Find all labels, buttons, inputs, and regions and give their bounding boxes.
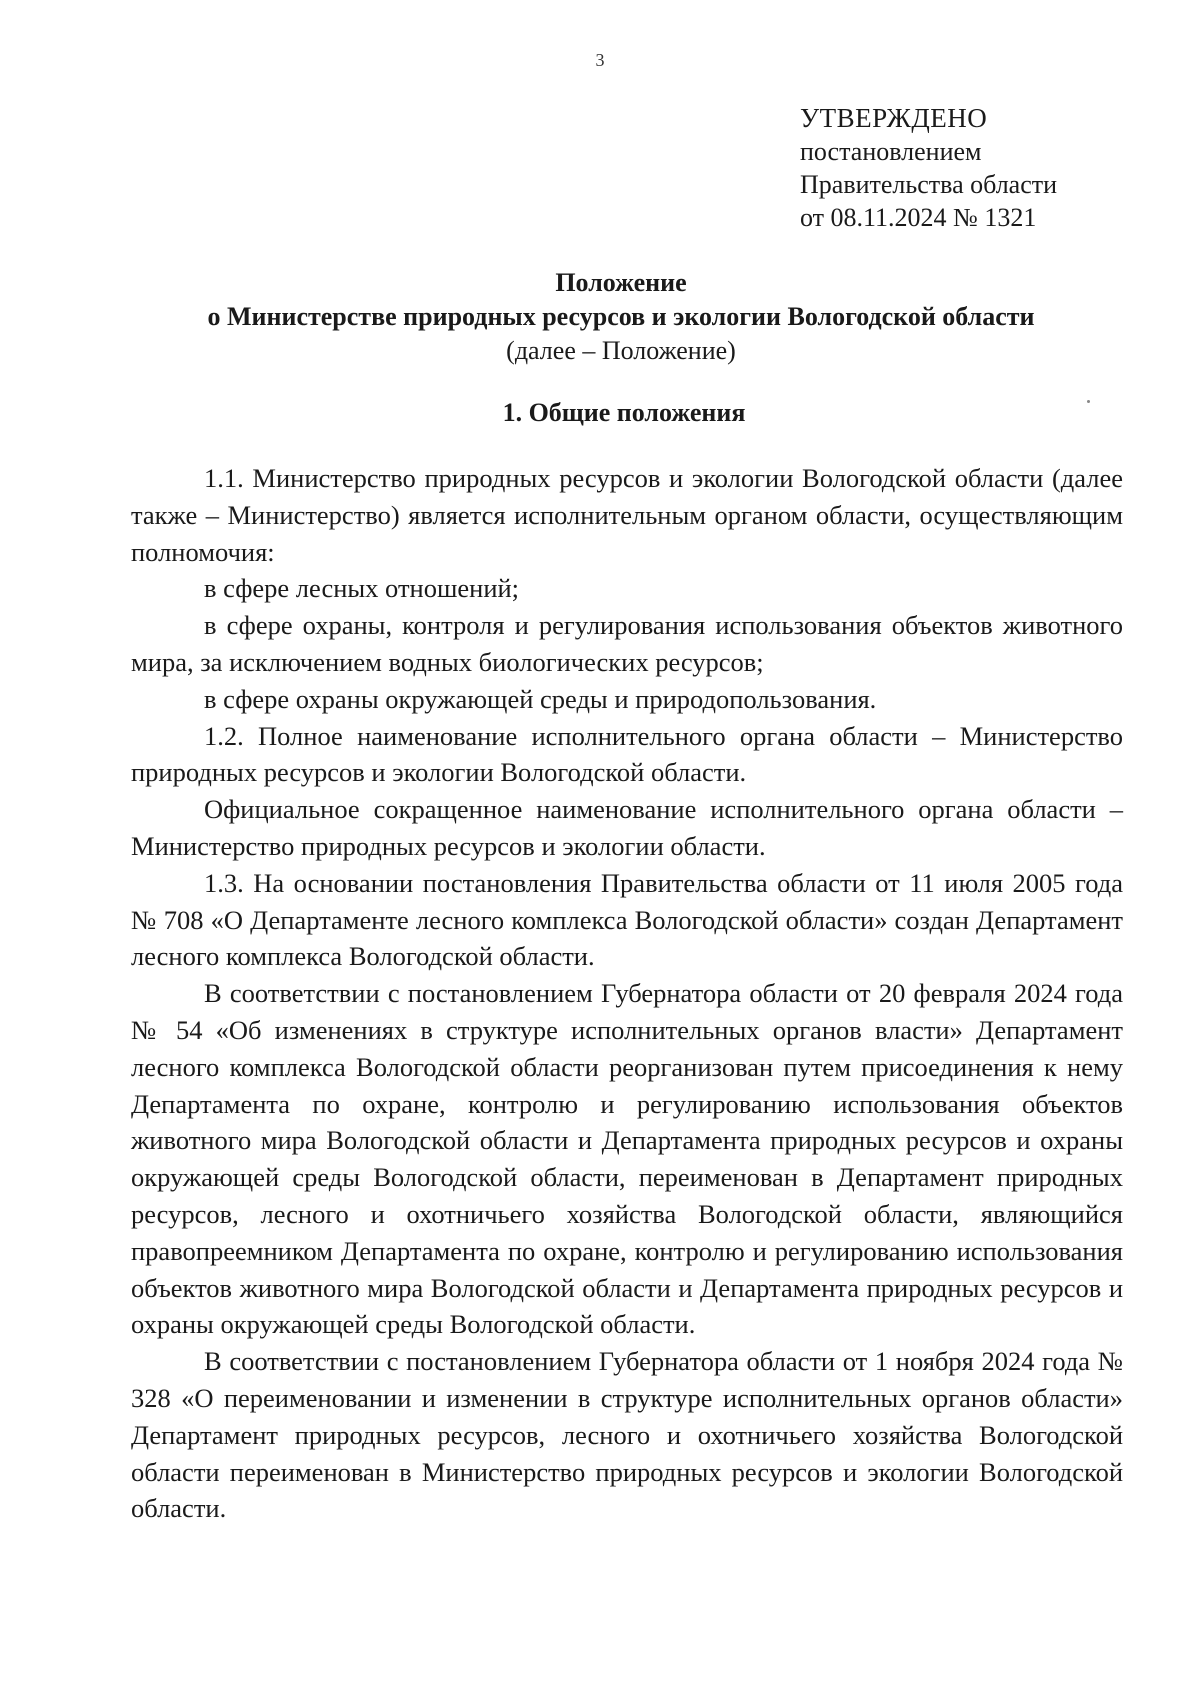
document-title bbox=[0, 266, 1200, 368]
paragraph-1-1: 1.1. Министерство природных ресурсов и экологии Вологодской области (далее также – Министерство) является исполнительным органом области, осуществляющим полномочия: bbox=[131, 463, 1123, 567]
paragraph-renaming-2024-11: В соответствии с постановлением Губернатора области от 1 ноября 2024 года № 328 «О переименовании и изменении в структуре исполнительных органов области» Департамент природных ресурсов, лесного и охотничьего хозяйства Вологодской области переименован в Министерство природных ресурсов и экологии Вологодской области. bbox=[131, 1346, 1123, 1524]
paragraph-1-2: 1.2. Полное наименование исполнительного органа области – Министерство природных ресурсов и экологии Вологодской области. bbox=[131, 720, 1123, 788]
title-line-1: Положение bbox=[555, 268, 687, 297]
paragraph-environment: в сфере охраны окружающей среды и природопользования. bbox=[204, 683, 877, 714]
paragraph-short-name: Официальное сокращенное наименование исполнительного органа области – Министерство природных ресурсов и экологии области. bbox=[131, 794, 1123, 861]
title-line-3: (далее – Положение) bbox=[506, 336, 736, 365]
paragraph-reorganization-2024-02: В соответствии с постановлением Губернатора области от 20 февраля 2024 года № 54 «Об изменениях в структуре исполнительных органов власти» Департамент лесного комплекса Вологодской области реорганизован путем присоединения к нему Департамента по охране, контролю и регулированию использования объектов животного мира Вологодской области и Департамента природных ресурсов и охраны окружающей среды Вологодской области, переименован в Департамент природных ресурсов, лесного и охотничьего хозяйства Вологодской области, являющийся правопреемником Департамента по охране, контролю и регулированию использования объектов животного мира Вологодской области и Департамента природных ресурсов и охраны окружающей среды Вологодской области. bbox=[131, 978, 1123, 1340]
paragraph-wildlife: в сфере охраны, контроля и регулирования использования объектов животного мира, за исключением водных биологических ресурсов; bbox=[131, 610, 1123, 677]
approval-line-3: от 08.11.2024 № 1321 bbox=[800, 203, 1037, 232]
approval-line-2: Правительства области bbox=[800, 170, 1058, 199]
title-line-2: о Министерстве природных ресурсов и экологии Вологодской области bbox=[207, 302, 1035, 331]
paragraph-1-3: 1.3. На основании постановления Правительства области от 11 июля 2005 года № 708 «О Департаменте лесного комплекса Вологодской области» создан Департамент лесного комплекса Вологодской области. bbox=[131, 867, 1123, 972]
page-number: 3 bbox=[595, 50, 605, 70]
section-body bbox=[131, 460, 1123, 1527]
paragraph-forest: в сфере лесных отношений; bbox=[204, 573, 520, 604]
approval-stamp: УТВЕРЖДЕНО bbox=[800, 103, 988, 133]
approval-block bbox=[800, 102, 1057, 234]
section-heading: 1. Общие положения bbox=[502, 398, 746, 427]
approval-line-1: постановлением bbox=[800, 137, 982, 166]
